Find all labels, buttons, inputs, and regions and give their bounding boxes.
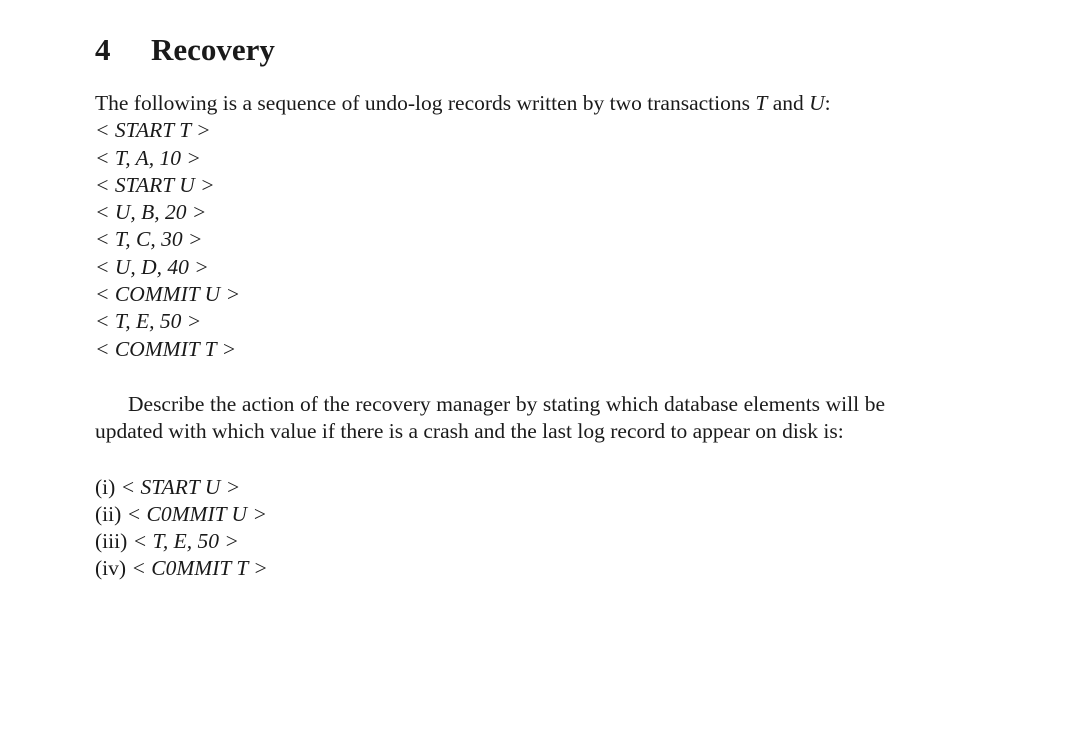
intro-var-t: T (755, 91, 768, 115)
intro-paragraph (95, 90, 885, 117)
question-part (95, 474, 885, 501)
question-part (95, 501, 885, 528)
part-label: (iii) (95, 529, 128, 554)
log-record: < T, C, 30 > (95, 227, 203, 252)
part-label: (iv) (95, 556, 127, 581)
part-record: < C0MMIT T > (131, 556, 268, 581)
part-record: < START U > (120, 474, 241, 499)
intro-text-before: The following is a sequence of undo-log records written by two transactions (95, 91, 756, 115)
log-record: < T, E, 50 > (95, 309, 202, 334)
document-page (95, 30, 885, 583)
log-record: < COMMIT T > (95, 336, 237, 361)
question-part (95, 555, 885, 582)
log-record: < COMMIT U > (95, 282, 241, 307)
log-record: < START T > (95, 118, 211, 143)
log-record: < T, A, 10 > (95, 145, 201, 170)
part-record: < T, E, 50 > (132, 529, 239, 554)
intro-text-mid: and (767, 91, 810, 115)
part-label: (i) (95, 474, 116, 499)
part-label: (ii) (95, 501, 122, 526)
section-title: Recovery (151, 32, 275, 67)
undo-log-list (95, 117, 885, 363)
intro-text-after: : (824, 91, 831, 115)
question-parts-list (95, 474, 885, 583)
log-record: < START U > (95, 172, 215, 197)
part-record: < C0MMIT U > (126, 501, 267, 526)
log-record: < U, D, 40 > (95, 254, 209, 279)
section-heading (95, 30, 885, 70)
log-record: < U, B, 20 > (95, 200, 207, 225)
question-paragraph: Describe the action of the recovery manager by stating which database elements will be updated with which value if there is a crash and the last log record to appear on disk is: (95, 391, 885, 444)
question-part (95, 528, 885, 555)
intro-var-u: U (809, 91, 825, 115)
section-number: 4 (95, 32, 111, 67)
